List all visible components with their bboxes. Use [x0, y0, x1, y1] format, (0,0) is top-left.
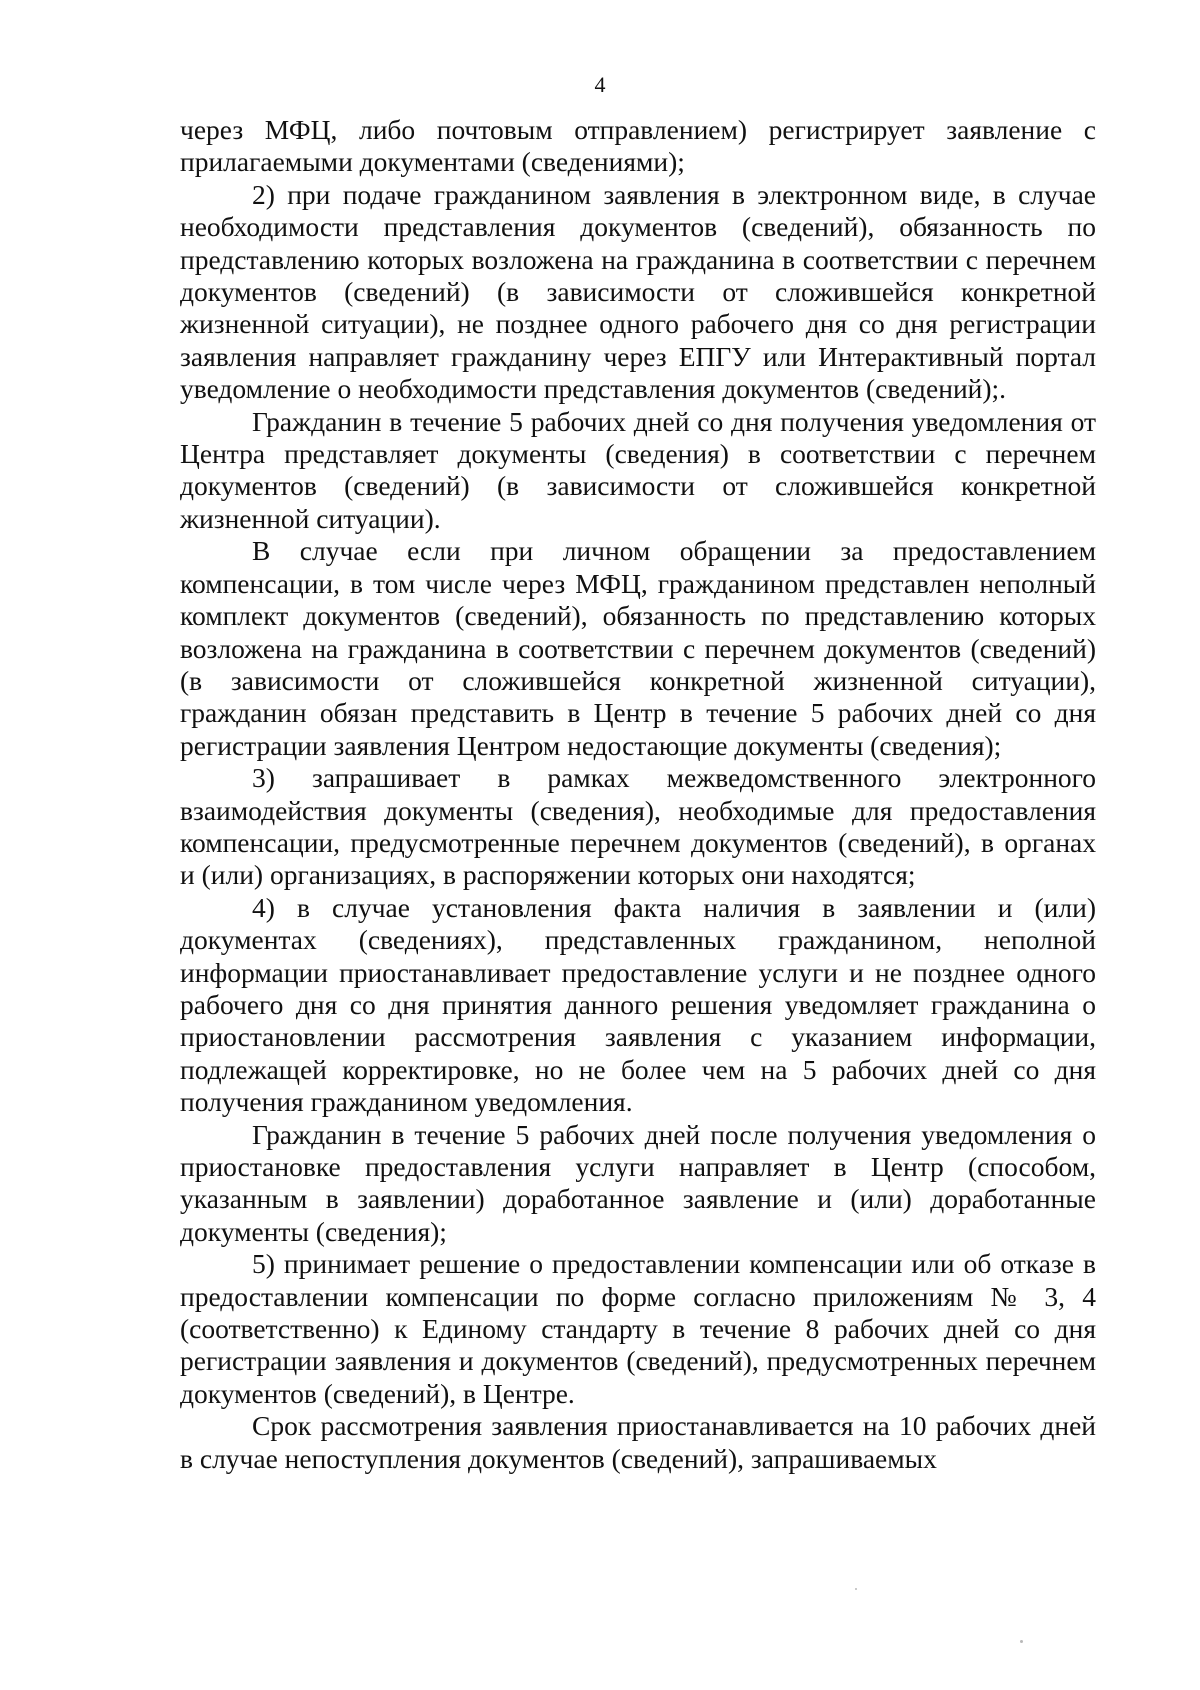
- paragraph-7: Гражданин в течение 5 рабочих дней после получения уведомления о приостановке предоставления услуги направляет в Центр (способом, указанным в заявлении) доработанное заявление и (или) доработанные документы (сведения);: [180, 1118, 1096, 1247]
- scan-speck: [1020, 1640, 1023, 1643]
- paragraph-3: Гражданин в течение 5 рабочих дней со дня получения уведомления от Центра представляет документы (сведения) в соответствии с перечнем документов (сведений) (в зависимости от сложившейся конкретной жизненной ситуации).: [180, 405, 1096, 534]
- document-body: [180, 114, 1096, 1475]
- paragraph-1: через МФЦ, либо почтовым отправлением) регистрирует заявление с прилагаемыми документами (сведениями);: [180, 114, 1096, 178]
- paragraph-8: 5) принимает решение о предоставлении компенсации или об отказе в предоставлении компенсации по форме согласно приложениям № 3, 4 (соответственно) к Единому стандарту в течение 8 рабочих дней со дня регистрации заявления и документов (сведений), предусмотренных перечнем документов (сведений), в Центре.: [180, 1248, 1096, 1409]
- scan-speck: [855, 1588, 857, 1590]
- page-number: 4: [594, 72, 606, 97]
- paragraph-5: 3) запрашивает в рамках межведомственного электронного взаимодействия документы (сведения), необходимые для предоставления компенсации, предусмотренные перечнем документов (сведений), в органах и (или) организациях, в распоряжении которых они находятся;: [180, 762, 1096, 891]
- paragraph-2: 2) при подаче гражданином заявления в электронном виде, в случае необходимости представления документов (сведений), обязанность по представлению которых возложена на гражданина в соответствии с перечнем документов (сведений) (в зависимости от сложившейся конкретной жизненной ситуации), не позднее одного рабочего дня со дня регистрации заявления направляет гражданину через ЕПГУ или Интерактивный портал уведомление о необходимости представления документов (сведений);.: [180, 178, 1096, 405]
- paragraph-9: Срок рассмотрения заявления приостанавливается на 10 рабочих дней в случае непоступления документов (сведений), запрашиваемых: [180, 1410, 1096, 1474]
- paragraph-6: 4) в случае установления факта наличия в заявлении и (или) документах (сведениях), представленных гражданином, неполной информации приостанавливает предоставление услуги и не позднее одного рабочего дня со дня принятия данного решения уведомляет гражданина о приостановлении рассмотрения заявления с указанием информации, подлежащей корректировке, но не более чем на 5 рабочих дней со дня получения гражданином уведомления.: [180, 891, 1096, 1118]
- paragraph-4: В случае если при личном обращении за предоставлением компенсации, в том числе через МФЦ, гражданином представлен неполный комплект документов (сведений), обязанность по представлению которых возложена на гражданина в соответствии с перечнем документов (сведений) (в зависимости от сложившейся конкретной жизненной ситуации), гражданин обязан представить в Центр в течение 5 рабочих дней со дня регистрации заявления Центром недостающие документы (сведения);: [180, 535, 1096, 761]
